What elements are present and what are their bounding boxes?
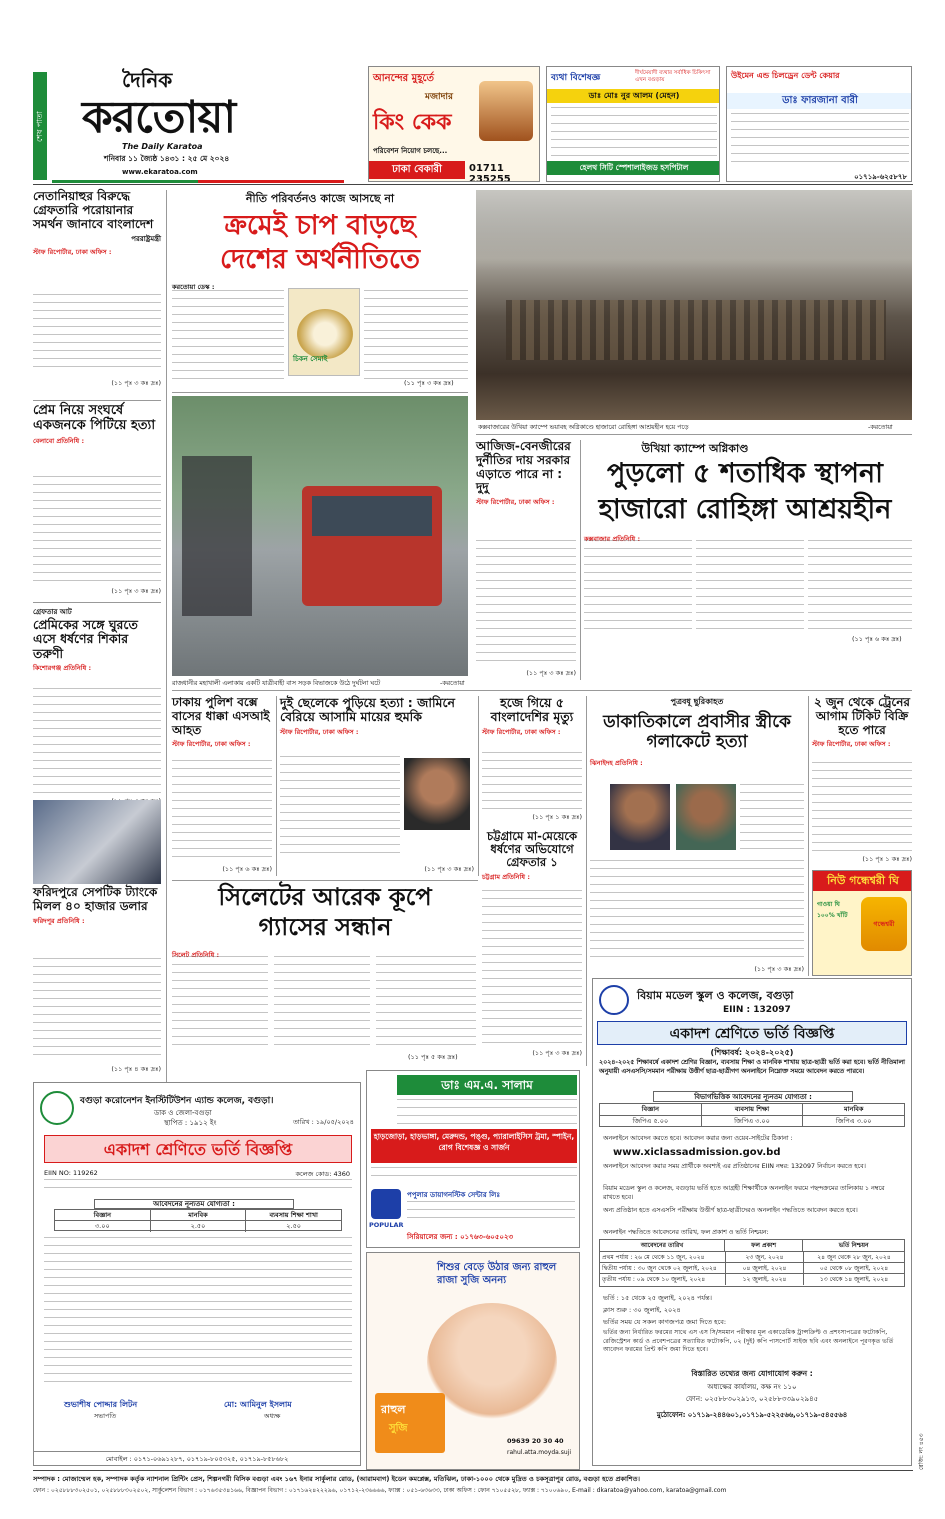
model-sched-cell: দ্বিতীয় পর্যায় : ৩০ জুন থেকে ০২ জুলাই, ২০২৪ — [600, 1263, 726, 1273]
wife-byline: ঝিনাইদহ প্রতিনিধি : — [590, 759, 643, 768]
hajj-byline: স্টাফ রিপোর্টার, ঢাকা অফিস : — [482, 727, 561, 736]
baby-food-brand: রাহুল — [381, 1403, 406, 1416]
economy-dateline: করতোয়া ডেস্ক : — [172, 283, 215, 291]
dental-ad-doctor: ডাঃ ফারজানা বারী — [727, 93, 912, 109]
model-sched-h1: ফল প্রকাশ — [725, 1240, 803, 1251]
gas-headline-1: সিলেটের আরেক কূপে — [218, 883, 432, 911]
model-contact-office: অধ্যক্ষের কার্যালয়, কক্ষ নং ১১০ — [707, 1383, 797, 1391]
coronation-v-humanities: ২.৫০ — [151, 1221, 247, 1232]
model-step2: অনলাইনে আবেদন করার সময় প্রার্থীকে অবশ্যই এর প্রতিষ্ঠানের EIIN নম্বর: 132097 নির্বাচন করতে হবে। — [603, 1163, 866, 1170]
economy-headline-1: ক্রমেই চাপ বাড়ছে — [224, 210, 416, 241]
gas-byline: সিলেট প্রতিনিধি : — [172, 951, 220, 959]
economy-cont[interactable]: (১১ পৃঃ ৩ কঃ দ্রঃ) — [404, 379, 454, 387]
model-v-business: জিপিএ ৩.০০ — [702, 1116, 804, 1127]
baby-food-web: rahul.atta.moyda.suji — [507, 1449, 572, 1456]
ghee-ad[interactable] — [812, 870, 912, 976]
model-sched-h0: আবেদনের তারিখ — [600, 1240, 725, 1251]
ctg-headline: চট্টগ্রামে মা-মেয়েকে ধর্ষণের অভিযোগে গ্রেফতার ১ — [486, 829, 578, 870]
fire-cont[interactable]: (১১ পৃঃ ৬ কঃ দ্রঃ) — [852, 635, 902, 643]
ghee-ad-label: গন্ধেশ্বরী — [873, 920, 895, 928]
coronation-address: ডাক ও জেলা-বগুড়া — [154, 1109, 212, 1117]
aziz-byline: স্টাফ রিপোর্টার, ঢাকা অফিস : — [476, 498, 555, 507]
rape-kicker: গ্রেফতার আট — [33, 608, 72, 616]
model-sched-cell: ২৩ জুন, ২০২৪ — [726, 1252, 804, 1262]
ghee-ad-brand: নিউ গন্ধেশ্বরী ঘি — [813, 871, 912, 891]
coronation-banner: একাদশ শ্রেণিতে ভর্তি বিজ্ঞপ্তি — [44, 1135, 352, 1163]
model-sched-cell: ২৪ জুন থেকে ২৮ জুন, ২০২৪ — [817, 1254, 891, 1261]
septic-photo — [33, 800, 161, 884]
aziz-headline: আজিজ-বেনজীরের দুর্নীতির দায় সরকার এড়াতে পারে না : দুদু — [476, 439, 571, 495]
love-cont[interactable]: (১১ পৃঃ ৩ কঃ দ্রঃ) — [111, 587, 161, 595]
septic-byline: ফরিদপুর প্রতিনিধি : — [33, 916, 85, 925]
wife-kicker: পুত্রবধূ ছুরিকাহত — [670, 697, 724, 706]
coronation-logo — [40, 1091, 74, 1125]
paper-name: করতোয়া — [82, 92, 236, 143]
cake-ad[interactable] — [368, 66, 540, 182]
bus-credit: -করতোয়া — [440, 680, 465, 687]
pain-ad-hospital: হেলথ সিটি স্পেশালাইজড হসপিটাল — [547, 161, 720, 175]
baby-food-product: সুজি — [389, 1423, 408, 1434]
model-h-business: ব্যবসায় শিক্ষা — [702, 1104, 804, 1115]
pain-ad-title: ব্যথা বিশেষজ্ঞ — [551, 73, 601, 83]
coronation-v-science: ৩.০০ — [55, 1221, 151, 1232]
paper-name-english: The Daily Karatoa — [122, 142, 203, 151]
coronation-h-science: বিজ্ঞান — [55, 1210, 151, 1220]
dental-ad-title: উইমেন এন্ড চিলড্রেন ডেন্ট কেয়ার — [731, 71, 840, 80]
model-sched-cell: প্রথম পর্যায় : ২৬ মে থেকে ১১ জুন, ২০২৪ — [600, 1252, 726, 1262]
coronation-sign-left-title: সভাপতি — [94, 1412, 117, 1420]
mother-cont[interactable]: (১১ পৃঃ ৩ কঃ দ্রঃ) — [424, 865, 474, 873]
model-sched-cell: ১৩ থেকে ১৪ জুলাই, ২০২৪ — [819, 1276, 889, 1283]
netanyahu-kicker: পররাষ্ট্রমন্ত্রী — [131, 235, 161, 244]
train-cont[interactable]: (১১ পৃঃ ১ কঃ দ্রঃ) — [862, 855, 912, 863]
cake-ad-phone: 01711 235255 — [469, 163, 511, 182]
coronation-ad[interactable] — [33, 1082, 361, 1466]
baby-food-headline: শিশুর বেড়ে উঠার জন্য রাহুল রাজা সুজি অনন্য — [437, 1262, 557, 1286]
model-step5: অনলাইন পদ্ধতিতে আবেদনের তারিখ, ফল প্রকাশ ও ভর্তি নিশ্চয়ন: — [603, 1229, 769, 1236]
model-step6: ভর্তি : ১৫ থেকে ২৫ জুলাই, ২০২৪ পর্যন্ত। — [603, 1294, 712, 1302]
wife-cont[interactable]: (১১ পৃঃ ৩ কঃ দ্রঃ) — [754, 965, 804, 973]
semai-photo — [288, 288, 360, 376]
coronation-sign-right: মো: আমিনুল ইসলাম — [224, 1400, 292, 1409]
model-sched-row — [600, 1252, 904, 1263]
salam-doctor: ডাঃ এম.এ. সালাম — [397, 1075, 577, 1095]
love-headline: প্রেম নিয়ে সংঘর্ষে একজনকে পিটিয়ে হত্যা — [33, 403, 156, 433]
septic-story — [33, 886, 161, 1076]
dental-ad-phone: ০১৭১৯-৬২৫৮৭৮ — [854, 173, 907, 181]
coronation-h-humanities: মানবিক — [151, 1210, 247, 1220]
mother-story — [280, 696, 474, 876]
wife-story — [590, 696, 804, 976]
dateline: শনিবার ১১ জ্যৈষ্ঠ ১৪৩১ : ২৫ মে ২০২৪ — [104, 154, 230, 163]
model-docs: ভর্তির জন্য নির্ধারিত ফরমের সাথে এস এস সি/সমমান পরীক্ষার মূল একাডেমিক ট্রান্সক্রিপ্ট ও প্রশংসাপত্রের ফটোকপি, রেজিস্ট্রেশন কার্ড ও প্রবেশপত্রের সত্যায়িত ফটোকপি, ০২ (দুই) কপি পাসপোর্ট সাইজ ছবি এবং অনলাইনে পূরণকৃত ভর্তি আবেদন ফরমের প্রিন্ট কপি জমা দিতে হবে। — [603, 1329, 894, 1353]
victim-photo-2 — [676, 784, 736, 850]
aziz-cont[interactable]: (১১ পৃঃ ৩ কঃ দ্রঃ) — [526, 669, 576, 677]
rape-byline: কিশোরগঞ্জ প্রতিনিধি : — [33, 664, 92, 673]
model-logo — [599, 985, 629, 1015]
rohingya-fire-photo — [476, 190, 912, 420]
fire-caption: কক্সবাজারের উখিয়া ক্যাম্পে ভয়াবহ অগ্নিকাণ্ডে হাজারো রোহিঙ্গা আশ্রয়হীন হয়ে পড়ে — [478, 424, 689, 431]
fire-byline: কক্সবাজার প্রতিনিধি : — [584, 535, 641, 543]
bus-accident-photo — [172, 396, 468, 676]
model-sched-cell: তৃতীয় পর্যায় : ০৯ থেকে ১০ জুলাই, ২০২৪ — [600, 1274, 726, 1285]
netanyahu-story — [33, 190, 161, 400]
rape-story — [33, 606, 161, 806]
model-sched-row — [600, 1274, 904, 1285]
fire-headline-1: পুড়লো ৫ শতাধিক স্থাপনা — [607, 458, 883, 489]
model-schedule-table — [599, 1239, 905, 1287]
model-v-science: জিপিএ ৫.০০ — [600, 1116, 702, 1127]
model-sched-cell: ১২ জুলাই, ২০২৪ — [726, 1274, 804, 1285]
ctg-story — [482, 830, 582, 1060]
model-h-science: বিজ্ঞান — [600, 1104, 702, 1115]
baby-food-ad[interactable] — [366, 1252, 580, 1470]
coronation-table-title: আবেদনের নূন্যতম যোগ্যতা : — [94, 1199, 294, 1209]
dental-ad[interactable] — [726, 66, 912, 182]
ctg-cont[interactable]: (১১ পৃঃ ৩ কঃ দ্রঃ) — [532, 1049, 582, 1057]
coronation-h-business: ব্যবসায় শিক্ষা শাখা — [269, 1211, 318, 1219]
model-sched-cell: ০৪ জুলাই, ২০২৪ — [726, 1263, 804, 1273]
gas-cont[interactable]: (১১ পৃঃ ৫ কঃ দ্রঃ) — [408, 1053, 458, 1061]
model-req-table — [599, 1103, 905, 1127]
model-sched-cell: ০৫ থেকে ০৮ জুলাই, ২০২৪ — [819, 1265, 889, 1272]
popular-logo — [371, 1189, 401, 1219]
salam-ad[interactable] — [366, 1070, 580, 1248]
model-url[interactable]: www.xiclassadmission.gov.bd — [613, 1147, 781, 1158]
coronation-code: কলেজ কোড: 4360 — [295, 1170, 350, 1178]
netanyahu-headline: নেতানিয়াহুর বিরুদ্ধে গ্রেফতারি পরোয়ানার সমর্থন জানাবে বাংলাদেশ — [33, 189, 154, 231]
model-sched-h2: ভর্তি নিশ্চয়ন — [838, 1242, 869, 1249]
model-mobile: মুঠোফোন: ০১৭১৯-২৪৪৬০১,০১৭১৯-৫২২৫৬৬,০১৭১৯-৫৪৫৫৬৪ — [656, 1411, 848, 1419]
model-h-humanities: মানবিক — [843, 1105, 864, 1113]
pain-ad-subtitle: দীর্ঘমেয়াদী ব্যথার সর্বাধিক চিকিৎসা এখন বগুড়ায় — [635, 70, 711, 83]
model-step7: ক্লাস শুরু : ৩০ জুলাই, ২০২৪ — [603, 1306, 681, 1314]
model-banner: একাদশ শ্রেণিতে ভর্তি বিজ্ঞপ্তি — [597, 1021, 907, 1045]
salam-center: পপুলার ডায়াগনস্টিক সেন্টার লিঃ — [407, 1191, 501, 1199]
baby-image — [427, 1303, 557, 1423]
fire-kicker: উখিয়া ক্যাম্পে অগ্নিকাণ্ড — [641, 442, 749, 455]
train-headline: ২ জুন থেকে ট্রেনের আগাম টিকিট বিক্রি হতে পারে — [813, 695, 911, 737]
cake-ad-line1: আনন্দের মুহূর্তে — [373, 73, 434, 84]
imprint-line1: সম্পাদক : মোজাম্মেল হক, সম্পাদক কর্তৃক ন্যাশনাল প্রিন্টিং প্রেস, শিল্পনগরী বিসিক বগুড়া এবং ১৬৭ ইনার সার্কুলার রোড, (আরামবাগ) ইডেন কমপ্লেক্স, মতিঝিল, ঢাকা-১০০০ থেকে মুদ্রিত ও চকসূত্রাপুর রোড, বগুড়া হতে প্রকাশিত। — [33, 1475, 640, 1483]
model-step3: বিয়াম মডেল স্কুল ও কলেজ, বগুড়ায় ভর্তি হতে আগ্রহী শিক্ষার্থীকে অনলাইন ফরমে পছন্দক্রমের তালিকায় ১ নম্বরে রাখতে হবে। — [603, 1185, 885, 1201]
model-step8: ভর্তির সময় যে সকল কাগজপত্র জমা দিতে হবে: — [603, 1318, 727, 1326]
cake-ad-tagline: পরিবেশন নিয়োগ চলছে... — [373, 147, 448, 155]
salam-specialty: হাড়জোড়া, হাড়ভাঙ্গা, মেরুদন্ড, পঙ্গু, প্যারালাইসিস ট্রমা, স্পাইন, রোগ বিশেষজ্ঞ ও সার্জন — [371, 1129, 577, 1163]
mother-byline: স্টাফ রিপোর্টার, ঢাকা অফিস : — [280, 727, 359, 736]
cake-image — [479, 81, 533, 141]
aziz-story — [476, 440, 576, 680]
coronation-footer: মোবাইল : ০১৭১-০৬৯১২৮৭, ০১৭১৯-৮০৫৩২৫, ০১৭১৯-৮৫৮৬৮২ — [34, 1451, 360, 1465]
website[interactable]: www.ekaratoa.com — [122, 168, 198, 176]
registration-label: রেজি: নং ৪৫৩ — [918, 1433, 925, 1470]
mother-photo — [404, 758, 470, 830]
economy-headline-2: দেশের অর্থনীতিতে — [219, 244, 420, 275]
hajj-cont[interactable]: (১১ পৃঃ ১ কঃ দ্রঃ) — [532, 813, 582, 821]
netanyahu-cont[interactable]: (১১ পৃঃ ৩ কঃ দ্রঃ) — [111, 379, 161, 387]
coronation-sign-right-title: অধ্যক্ষ — [264, 1412, 281, 1420]
economy-kicker: নীতি পরিবর্তনও কাজে আসছে না — [245, 192, 395, 205]
model-v-humanities: জিপিএ ৩.০০ — [835, 1117, 872, 1125]
bus-byline: স্টাফ রিপোর্টার, ঢাকা অফিস : — [172, 740, 251, 749]
love-byline: বেলাবো প্রতিনিধি : — [33, 436, 85, 445]
coronation-established: স্থাপিত : ১৯১২ ইং — [164, 1119, 217, 1127]
model-intro: ২০২৪-২০২৫ শিক্ষাবর্ষে একাদশ শ্রেণির বিজ্ঞান, ব্যবসায় শিক্ষা ও মানবিক শাখায় ছাত্র-ছাত্রী ভর্তি করা হবে। ভর্তি নীতিমালা অনুযায়ী এসএসসি/সমমান পরীক্ষায় উত্তীর্ণ ছাত্র-ছাত্রীগণ অনলাইনে নিম্নোক্ত সময়ে আবেদন করতে পারবে। — [599, 1059, 906, 1075]
septic-headline: ফরিদপুরে সেপটিক ট্যাংকে মিলল ৪০ হাজার ডলার — [33, 885, 158, 913]
hajj-headline: হজে গিয়ে ৫ বাংলাদেশির মৃত্যু — [490, 695, 574, 725]
pain-ad-doctor: ডাঃ মোঃ নুর আলম (মেহন) — [547, 89, 720, 103]
masthead — [52, 62, 344, 182]
pain-ad[interactable] — [546, 66, 720, 182]
baby-food-phone: 09639 20 30 40 — [507, 1437, 564, 1445]
bus-cont[interactable]: (১১ পৃঃ ৬ কঃ দ্রঃ) — [222, 865, 272, 873]
coronation-sign-left: শুভাশীষ পোদ্দার লিটন — [64, 1400, 138, 1409]
model-step1: অনলাইনে আবেদন করতে হবে। আবেদন করার জন্য ওয়েব-সাইটের ঠিকানা : — [603, 1135, 793, 1142]
fire-headline-2: হাজারো রোহিঙ্গা আশ্রয়হীন — [598, 494, 892, 525]
model-school-ad[interactable] — [592, 978, 912, 1466]
salam-serial: সিরিয়ালের জন্য : ০১৭৬৩-৬০৫০২৩ — [407, 1233, 514, 1241]
model-sched-row — [600, 1263, 904, 1274]
bus-headline: ঢাকায় পুলিশ বক্সে বাসের ধাক্কা এসআই আহত — [172, 695, 270, 737]
model-contact-title: বিস্তারিত তথ্যের জন্য যোগাযোগ করুন : — [691, 1369, 813, 1378]
fire-credit: -করতোয়া — [868, 424, 893, 431]
semai-label: চিকন সেমাই — [293, 355, 328, 363]
coronation-v-business: ২.৫০ — [286, 1222, 302, 1230]
netanyahu-byline: স্টাফ রিপোর্টার, ঢাকা অফিস : — [33, 248, 112, 257]
model-phone: ফোন: ০২৫৮৮৩০২৯১৩, ০২৫৮৮৩৩৯০২৯৪৫ — [685, 1395, 819, 1403]
coronation-table — [54, 1209, 342, 1231]
ctg-byline: চট্টগ্রাম প্রতিনিধি : — [482, 872, 530, 881]
cake-ad-product: কিং কেক — [373, 110, 452, 135]
bus-caption: রাজধানীর মহাখালী এলাকায় একটি যাত্রীবাহী বাস সড়ক বিভাজকে উঠে দুর্ঘটনা ঘটে — [172, 680, 381, 687]
paper-name-small: দৈনিক — [122, 68, 173, 92]
bus-story — [172, 696, 272, 876]
model-eiin: EIIN : 132097 — [723, 1005, 791, 1015]
hajj-story — [482, 696, 582, 826]
baby-food-pack — [375, 1393, 445, 1453]
septic-cont[interactable]: (১১ পৃঃ ৪ কঃ দ্রঃ) — [111, 1065, 161, 1073]
wife-headline: ডাকাতিকালে প্রবাসীর স্ত্রীকে গলাকেটে হত্যা — [603, 712, 791, 752]
train-story — [812, 696, 912, 866]
train-byline: স্টাফ রিপোর্টার, ঢাকা অফিস : — [812, 740, 891, 749]
love-story — [33, 404, 161, 604]
popular-brand: POPULAR — [369, 1221, 404, 1229]
cake-ad-line2: মজাদার — [425, 92, 453, 102]
mother-headline: দুই ছেলেকে পুড়িয়ে হত্যা : জামিনে বেরিয়ে আসামি মায়ের হুমকি — [280, 695, 455, 725]
coronation-date: তারিখ : ১৯/০৫/২০২৪ — [293, 1118, 354, 1126]
model-school-name: বিয়াম মডেল স্কুল ও কলেজ, বগুড়া — [637, 989, 794, 1002]
gas-headline-2: গ্যাসের সন্ধান — [258, 913, 392, 941]
ghee-ad-badge: গাওয়া ঘি ১০০% খাঁটি — [817, 901, 848, 919]
imprint-line2: ফোন : ০২৫৮৮৮৩০২৫০১, ০২৫৮৮৮৩০২৫০২, সার্কুলেশন বিভাগ : ০১৭৬৩৫৩৪১৬৬, বিজ্ঞাপন বিভাগ : ০১৭১৬২৪২২২৯৬, ০১৭১২-২৩৬৬৬৬, ফ্যাক্স : ০৫১-৬৩৬৩৩, ঢাকা অফিস : ফোন ৭১০৫৫২৮, ফ্যাক্স : ৭১০০৬৯০, E-mail : dkaratoa@yahoo.com, karatoa@gmail.com — [33, 1487, 727, 1494]
coronation-institute: বগুড়া করোনেশন ইনস্টিটিউশন এ্যান্ড কলেজ, বগুড়া। — [80, 1096, 274, 1106]
coronation-eiin: EIIN NO: 119262 — [44, 1169, 98, 1177]
section-label: শেষ পাতা — [33, 72, 47, 180]
rape-headline: প্রেমিকের সঙ্গে ঘুরতে এসে ধর্ষণের শিকার তরুণী — [33, 617, 138, 661]
victim-photo-1 — [610, 784, 670, 850]
cake-ad-brand: ঢাকা বেকারী — [369, 161, 465, 179]
model-req-title: বিভাগভিত্তিক আবেদনের ন্যূনতম যোগ্যতা : — [653, 1091, 853, 1102]
model-session: (শিক্ষাবর্ষ: ২০২৪-২০২৫) — [710, 1048, 794, 1057]
model-step4: অন্য প্রতিষ্ঠান হতে এসএসসি পরীক্ষায় উত্তীর্ণ ছাত্র-ছাত্রীদেরও অনলাইন পদ্ধতিতে আবেদন করতে হবে। — [603, 1207, 858, 1214]
